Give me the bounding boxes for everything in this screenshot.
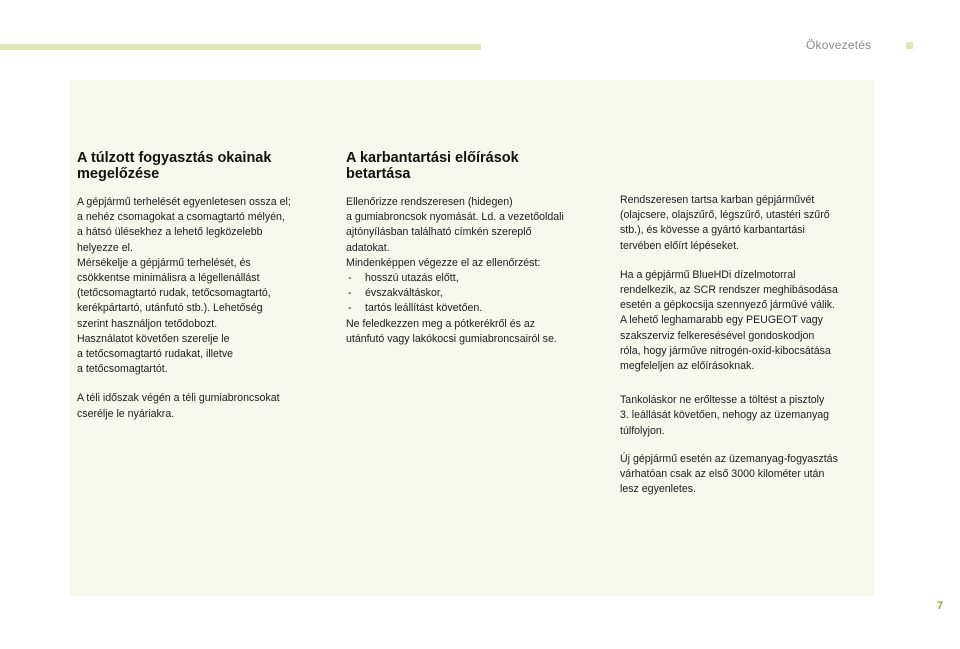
column-consumption bbox=[77, 150, 332, 432]
list-item: - tartós leállítást követően. bbox=[346, 301, 608, 316]
list-item: - évszakváltáskor, bbox=[346, 286, 608, 301]
paragraph-spare-wheel: Ne feledkezzen meg a pótkerékről és az utánfutó vagy lakókocsi gumiabroncsairól se. bbox=[346, 317, 557, 345]
paragraph-new-vehicle: Új gépjármű esetén az üzemanyag-fogyasztás várhatóan csak az első 3000 kilométer után lesz egyenletes. bbox=[620, 452, 838, 496]
column-maintenance-continued bbox=[620, 193, 870, 507]
heading-consumption: A túlzott fogyasztás okainak megelőzése bbox=[77, 150, 272, 182]
heading-maintenance: A karbantartási előírások betartása bbox=[346, 150, 519, 182]
paragraph-winter-tyres: A téli időszak végén a téli gumiabroncsokat cserélje le nyáriakra. bbox=[77, 392, 280, 420]
paragraph-tyre-pressure: Ellenőrizze rendszeresen (hidegen) a gumiabroncsok nyomását. Ld. a vezetőoldali ajtónyílásban található címkén szereplő adatokat. Mindenképpen végezze el az ellenőrzést: bbox=[346, 196, 564, 269]
check-list bbox=[346, 271, 608, 317]
list-item: - hosszú utazás előtt, bbox=[346, 271, 608, 286]
paragraph-service: Rendszeresen tartsa karban gépjárművét (olajcsere, olajszűrő, légszűrő, utastéri szűrő stb.), és kövesse a gyártó karbantartási tervében előírt lépéseket. bbox=[620, 194, 830, 252]
column-maintenance bbox=[346, 150, 608, 357]
section-title: Ökovezetés bbox=[806, 38, 872, 52]
paragraph-bluehdi: Ha a gépjármű BlueHDi dízelmotorral rendelkezik, az SCR rendszer meghibásodása esetén a gépkocsija szennyező járművé válik. A lehető leghamarabb egy PEUGEOT vagy szakszerviz felkeresésével gondoskodjon róla, hogy járműve nitrogén-oxid-kibocsátása megfeleljen az előírásoknak. bbox=[620, 268, 838, 373]
page-number: 7 bbox=[937, 600, 944, 612]
header-accent-bar bbox=[0, 44, 481, 50]
paragraph-refuelling: Tankoláskor ne erőltesse a töltést a pisztoly 3. leállását követően, nehogy az üzemanyag túlfolyjon. bbox=[620, 394, 830, 437]
header-accent-square bbox=[906, 42, 913, 49]
paragraph-load: A gépjármű terhelését egyenletesen ossza el; a nehéz csomagokat a csomagtartó mélyén, a hátsó ülésekhez a lehető legközelebb helyezze el. Mérsékelje a gépjármű terhelését, és csökkentse minimálisra a légellenállást (tetőcsomagtartó rudak, tetőcsomagtartó, kerékpártartó, utánfutó stb.). Lehetőség szerint használjon tetődobozt. Használatot követően szerelje le a tetőcsomagtartó rudakat, illetve a tetőcsomagtartót. bbox=[77, 196, 291, 376]
